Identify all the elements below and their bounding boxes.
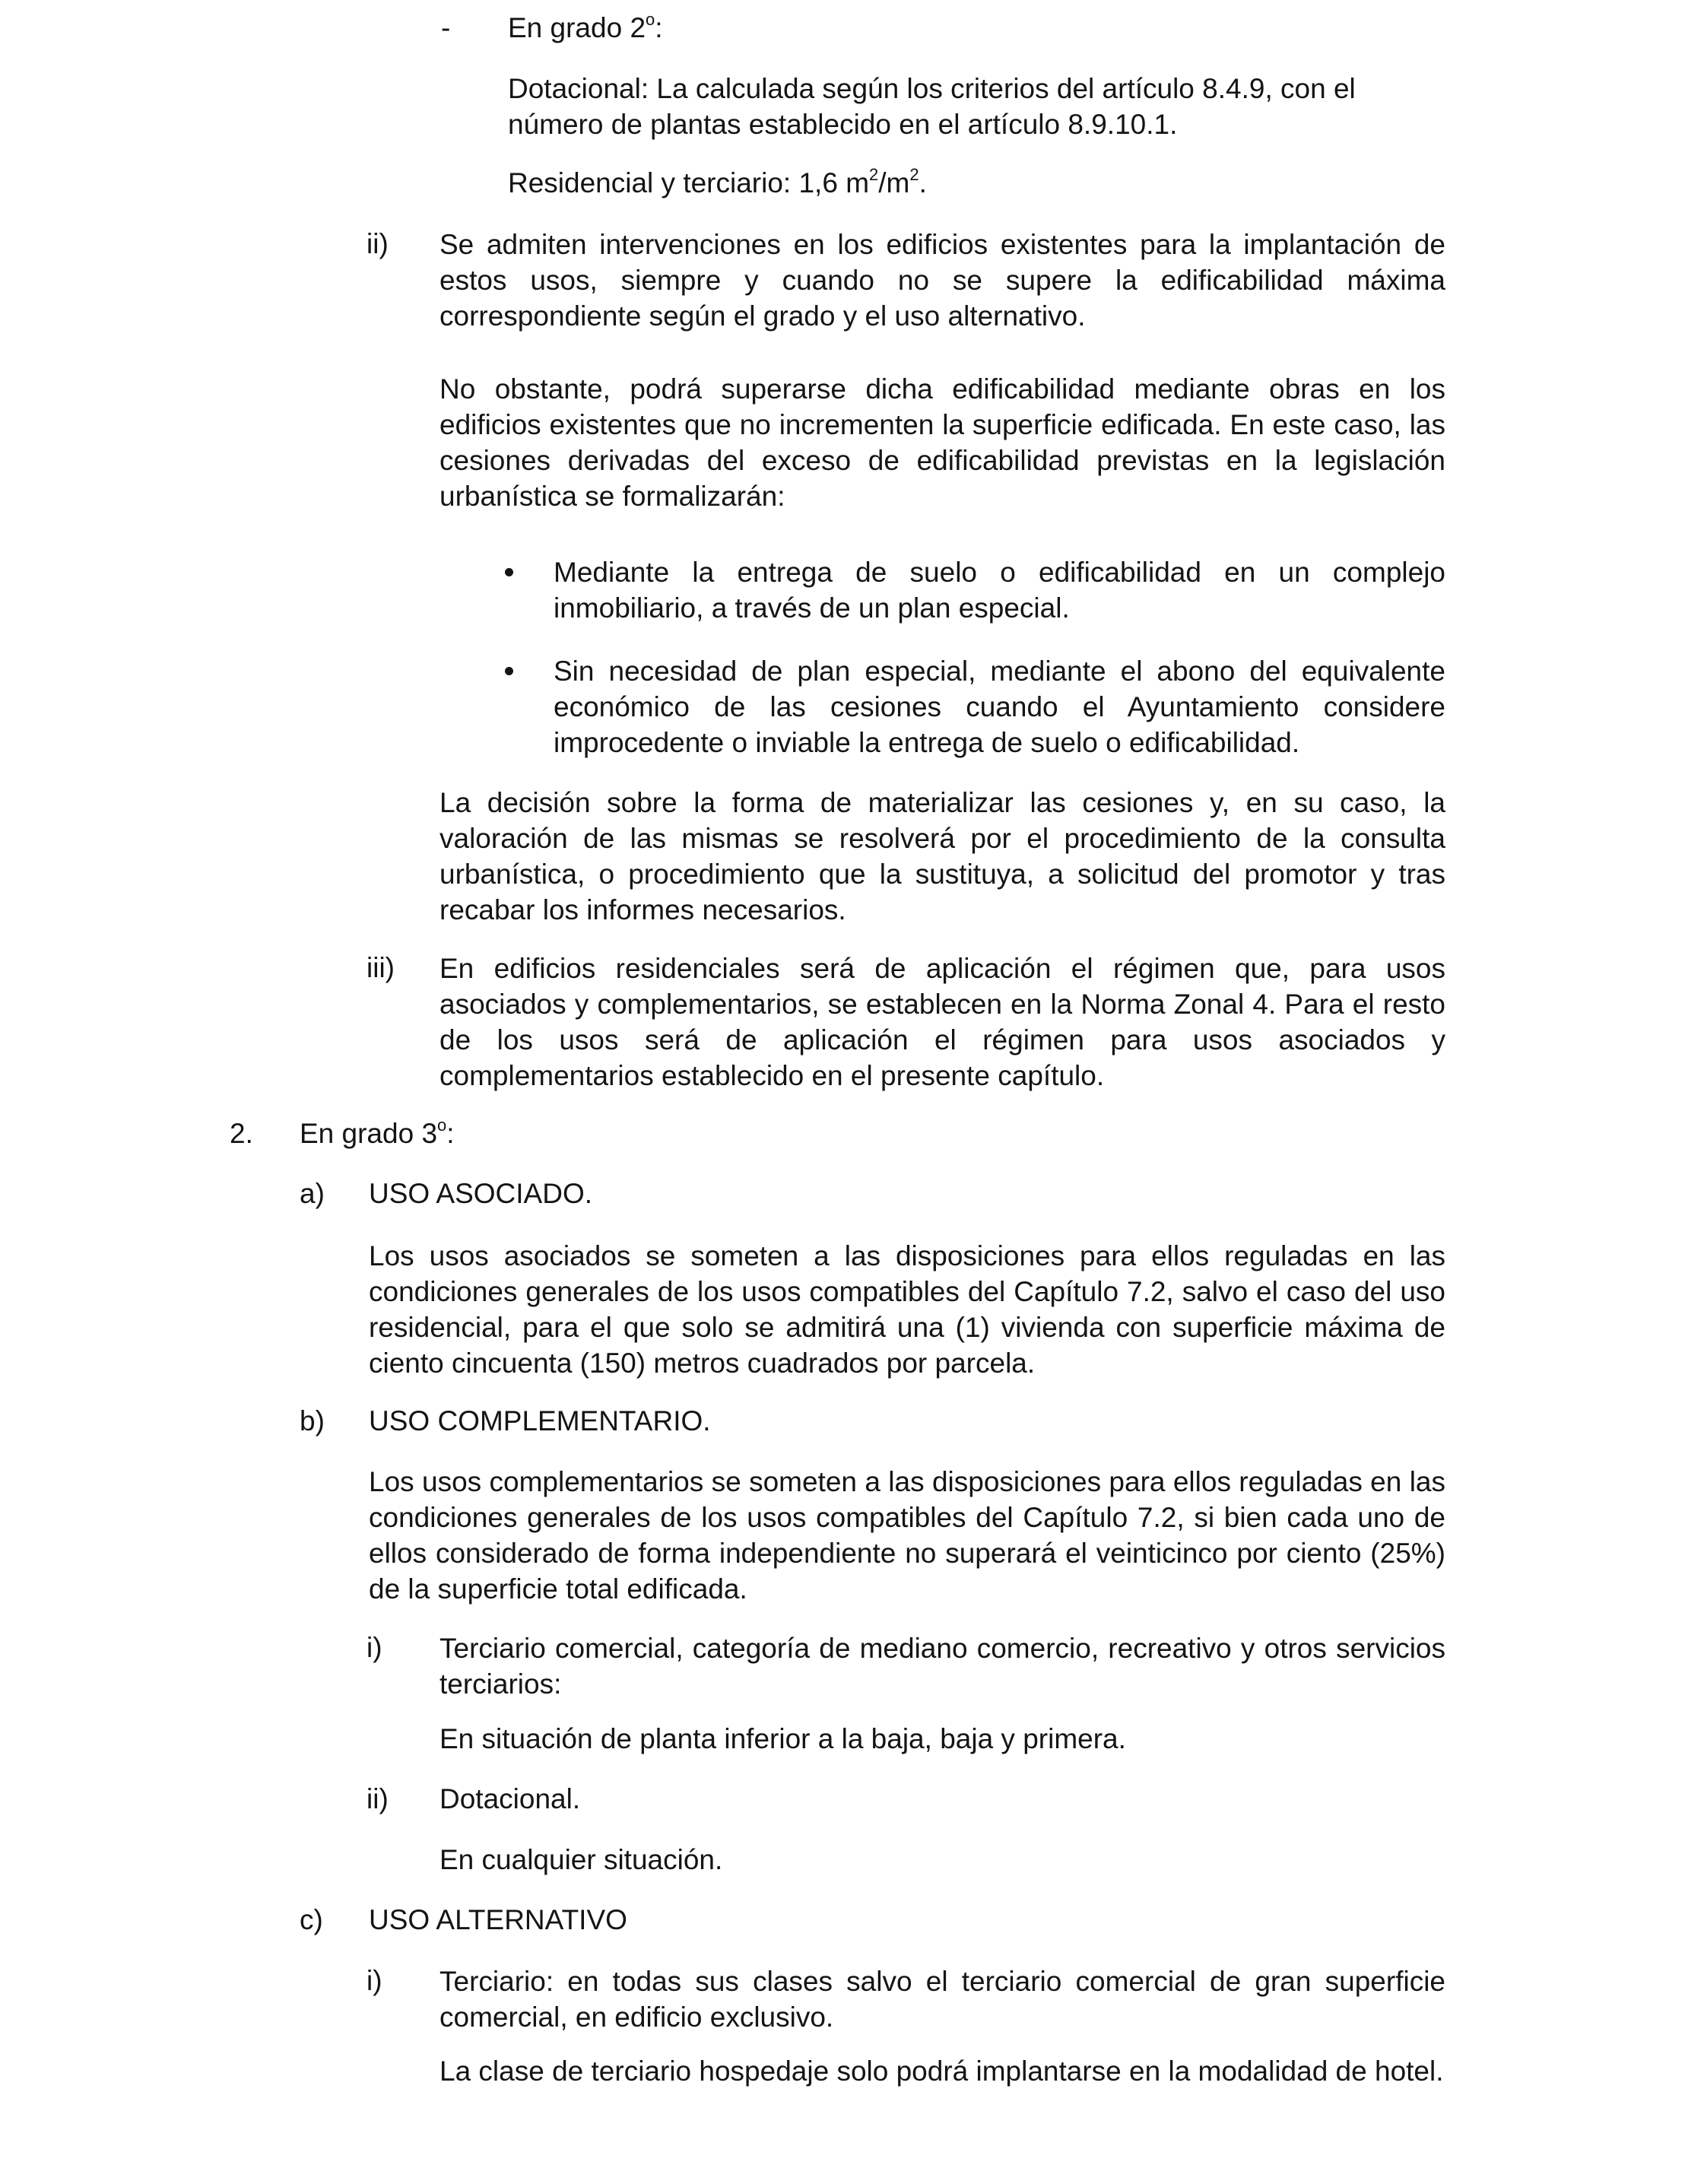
residencial-line: Residencial y terciario: 1,6 $m^2/m^2$. <box>508 165 927 198</box>
item-ii-paragraph: Se admiten intervenciones en los edificios existentes para la implantación de estos usos, siempre y cuando no se supere la edificabilidad máxima correspondiente según el grado y el uso alternativo. <box>439 229 1445 332</box>
item-ii-decision-paragraph: La decisión sobre la forma de materializar las cesiones y, en su caso, la valoración de las mismas se resolverá por el procedimiento de la consulta urbanística, o procedimiento que la sustituya, a solicitud del promotor y tras recabar los informes necesarios. <box>439 787 1445 925</box>
bullet-item: Sin necesidad de plan especial, mediante el abono del equivalente económico de las cesiones cuando el Ayuntamiento considere improcedente o inviable la entrega de suelo o edificabilidad. <box>554 656 1445 758</box>
c-i-marker: i) <box>366 1965 382 1996</box>
b-ii-marker: ii) <box>366 1783 389 1814</box>
c-heading: USO ALTERNATIVO <box>369 1904 627 1935</box>
b-ii-paragraph: Dotacional. <box>439 1783 581 1814</box>
b-heading: USO COMPLEMENTARIO. <box>369 1405 711 1436</box>
c-marker: c) <box>300 1904 323 1935</box>
item-iii-marker: iii) <box>366 952 395 983</box>
b-paragraph: Los usos complementarios se someten a las disposiciones para ellos reguladas en las condiciones generales de los usos compatibles del Capítulo 7.2, si bien cada uno de ellos considerado de forma independiente no superará el veinticinco por ciento (25%) de la superficie total edificada. <box>369 1466 1445 1605</box>
bullet-item: Mediante la entrega de suelo o edificabilidad en un complejo inmobiliario, a través de un plan especial. <box>554 557 1445 624</box>
b-ii-situation: En cualquier situación. <box>439 1844 723 1875</box>
dash-marker: - <box>441 12 451 43</box>
section-2-marker: 2. <box>230 1118 253 1149</box>
b-marker: b) <box>300 1405 325 1436</box>
a-paragraph: Los usos asociados se someten a las disposiciones para ellos reguladas en las condiciones generales de los usos compatibles del Capítulo 7.2, salvo el caso del uso residencial, para el que solo se admitirá una (1) vivienda con superficie máxima de ciento cincuenta (150) metros cuadrados por parcela. <box>369 1240 1445 1379</box>
dotacional-paragraph: Dotacional: La calculada según los criterios del artículo 8.4.9, con el número de plantas establecido en el artículo 8.9.10.1. <box>508 73 1356 140</box>
section-2-heading: En grado 3$^o$: <box>300 1116 455 1149</box>
item-ii-marker: ii) <box>366 228 389 259</box>
c-i-paragraph: Terciario: en todas sus clases salvo el terciario comercial de gran superficie comercial, en edificio exclusivo. <box>439 1966 1445 2033</box>
bullet-dot <box>505 667 513 675</box>
b-i-situation: En situación de planta inferior a la baja, baja y primera. <box>439 1723 1126 1754</box>
item-iii-paragraph: En edificios residenciales será de aplicación el régimen que, para usos asociados y complementarios, se establecen en la Norma Zonal 4. Para el resto de los usos será de aplicación el régimen para usos asociados y complementarios establecido en el presente capítulo. <box>439 953 1445 1091</box>
bullet-dot <box>505 568 513 576</box>
b-i-marker: i) <box>366 1632 382 1663</box>
item-ii-exceso-paragraph: No obstante, podrá superarse dicha edificabilidad mediante obras en los edificios existentes que no incrementen la superficie edificada. En este caso, las cesiones derivadas del exceso de edificabilidad previstas en la legislación urbanística se formalizarán: <box>439 373 1445 512</box>
a-heading: USO ASOCIADO. <box>369 1178 593 1209</box>
a-marker: a) <box>300 1178 325 1209</box>
grado2-heading: En grado 2$^o$: <box>508 10 663 43</box>
c-i-note: La clase de terciario hospedaje solo podrá implantarse en la modalidad de hotel. <box>439 2055 1444 2087</box>
b-i-paragraph: Terciario comercial, categoría de mediano comercio, recreativo y otros servicios terciarios: <box>439 1633 1445 1700</box>
